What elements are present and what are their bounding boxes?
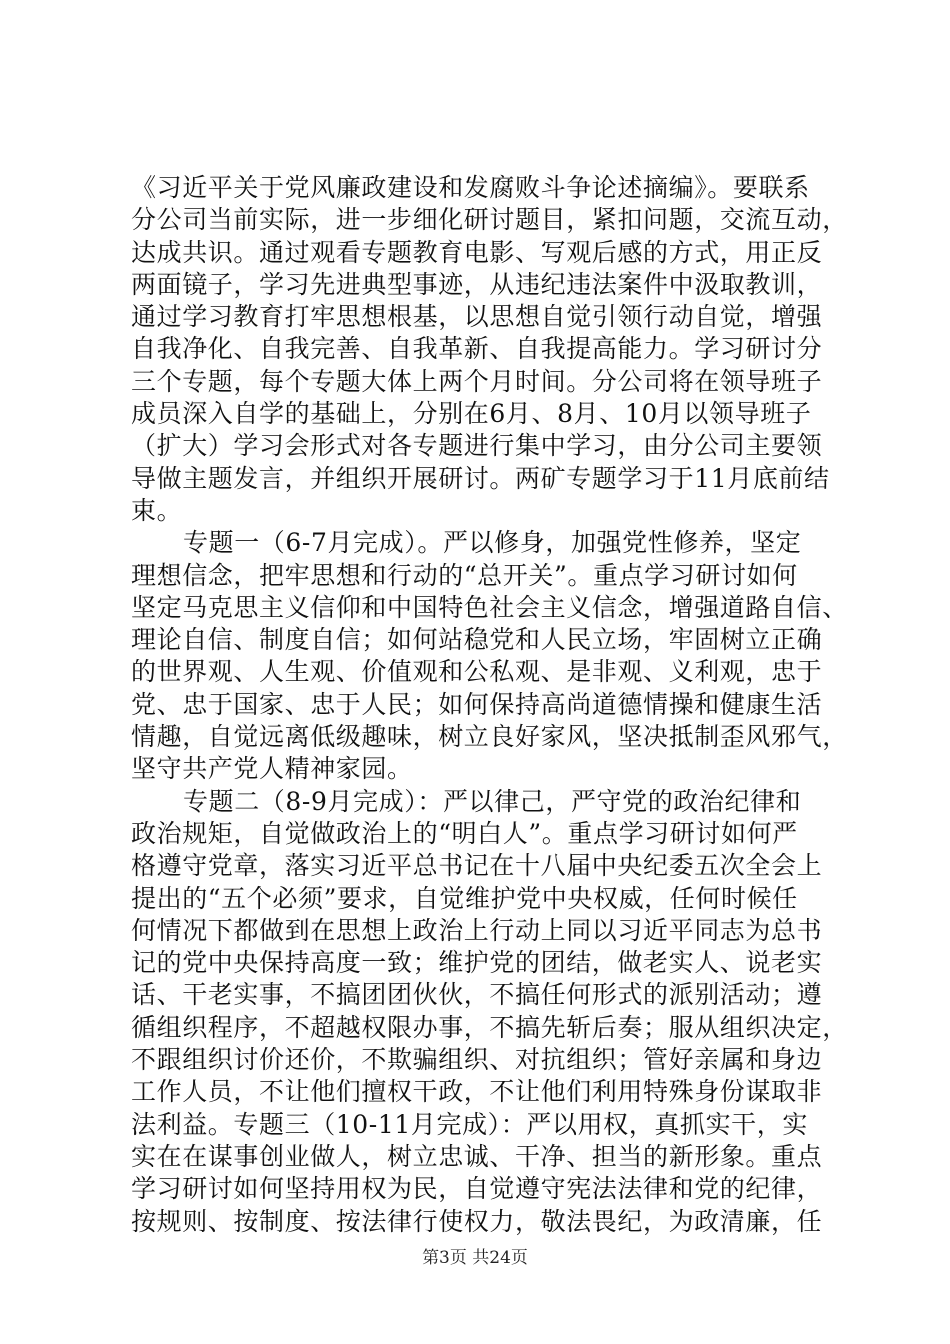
- text-line: 达成共识。通过观看专题教育电影、写观后感的方式，用正反: [131, 237, 823, 267]
- text-line: 的世界观、人生观、价值观和公私观、是非观、义利观，忠于: [131, 657, 823, 687]
- text-line: 不跟组织讨价还价，不欺骗组织、对抗组织；管好亲属和身边: [131, 1045, 823, 1075]
- text-line: 分公司当前实际，进一步细化研讨题目，紧扣问题，交流互动，: [131, 205, 848, 235]
- text-line: 理想信念，把牢思想和行动的“总开关”。重点学习研讨如何: [131, 560, 798, 590]
- paragraph-topic-one-start: 专题一（6-7月完成）。严以修身，加强党性修养，坚定: [183, 528, 802, 558]
- text-line: 循组织程序，不超越权限办事，不搞先斩后奏；服从组织决定，: [131, 1012, 848, 1042]
- text-line: 束。: [131, 495, 183, 525]
- text-line: 党、忠于国家、忠于人民；如何保持高尚道德情操和健康生活: [131, 689, 823, 719]
- text-line: 学习研讨如何坚持用权为民，自觉遵守宪法法律和党的纪律，: [131, 1174, 823, 1204]
- text-line: 话、干老实事，不搞团团伙伙，不搞任何形式的派别活动；遵: [131, 980, 823, 1010]
- paragraph-topic-two-start: 专题二（8-9月完成）：严以律己，严守党的政治纪律和: [183, 786, 802, 816]
- text-line: 自我净化、自我完善、自我革新、自我提高能力。学习研讨分: [131, 334, 823, 364]
- text-line: 实在在谋事创业做人，树立忠诚、干净、担当的新形象。重点: [131, 1141, 823, 1171]
- text-line: 《习近平关于党风廉政建设和发腐败斗争论述摘编》。要联系: [131, 173, 810, 202]
- text-line: 通过学习教育打牢思想根基，以思想自觉引领行动自觉，增强: [131, 302, 823, 332]
- text-line: 按规则、按制度、按法律行使权力，敬法畏纪，为政清廉，任: [131, 1206, 823, 1236]
- text-line: 法利益。专题三（10-11月完成）：严以用权，真抓实干，实: [131, 1109, 808, 1139]
- text-line: 坚定马克思主义信仰和中国特色社会主义信念，增强道路自信、: [131, 592, 848, 622]
- text-line: 成员深入自学的基础上，分别在6月、8月、10月以领导班子: [131, 399, 812, 429]
- text-line: （扩大）学习会形式对各专题进行集中学习，由分公司主要领: [131, 431, 823, 461]
- text-line: 坚守共产党人精神家园。: [131, 754, 413, 784]
- text-line: 三个专题，每个专题大体上两个月时间。分公司将在领导班子: [131, 366, 823, 396]
- text-line: 政治规矩，自觉做政治上的“明白人”。重点学习研讨如何严: [131, 818, 798, 848]
- text-line: 何情况下都做到在思想上政治上行动上同以习近平同志为总书: [131, 915, 823, 945]
- text-line: 两面镜子，学习先进典型事迹，从违纪违法案件中汲取教训，: [131, 269, 823, 299]
- text-line: 格遵守党章，落实习近平总书记在十八届中央纪委五次全会上: [131, 851, 823, 881]
- text-line: 导做主题发言，并组织开展研讨。两矿专题学习于11月底前结: [131, 463, 830, 493]
- page-number-footer: 第3页 共24页: [422, 1248, 528, 1268]
- text-line: 提出的“五个必须”要求，自觉维护党中央权威，任何时候任: [131, 883, 798, 913]
- text-line: 记的党中央保持高度一致；维护党的团结，做老实人、说老实: [131, 948, 823, 978]
- text-line: 情趣，自觉远离低级趣味，树立良好家风，坚决抵制歪风邪气，: [131, 722, 848, 752]
- text-line: 工作人员，不让他们擅权干政，不让他们利用特殊身份谋取非: [131, 1077, 823, 1107]
- text-line: 理论自信、制度自信；如何站稳党和人民立场，牢固树立正确: [131, 625, 823, 655]
- document-body: [131, 172, 848, 1238]
